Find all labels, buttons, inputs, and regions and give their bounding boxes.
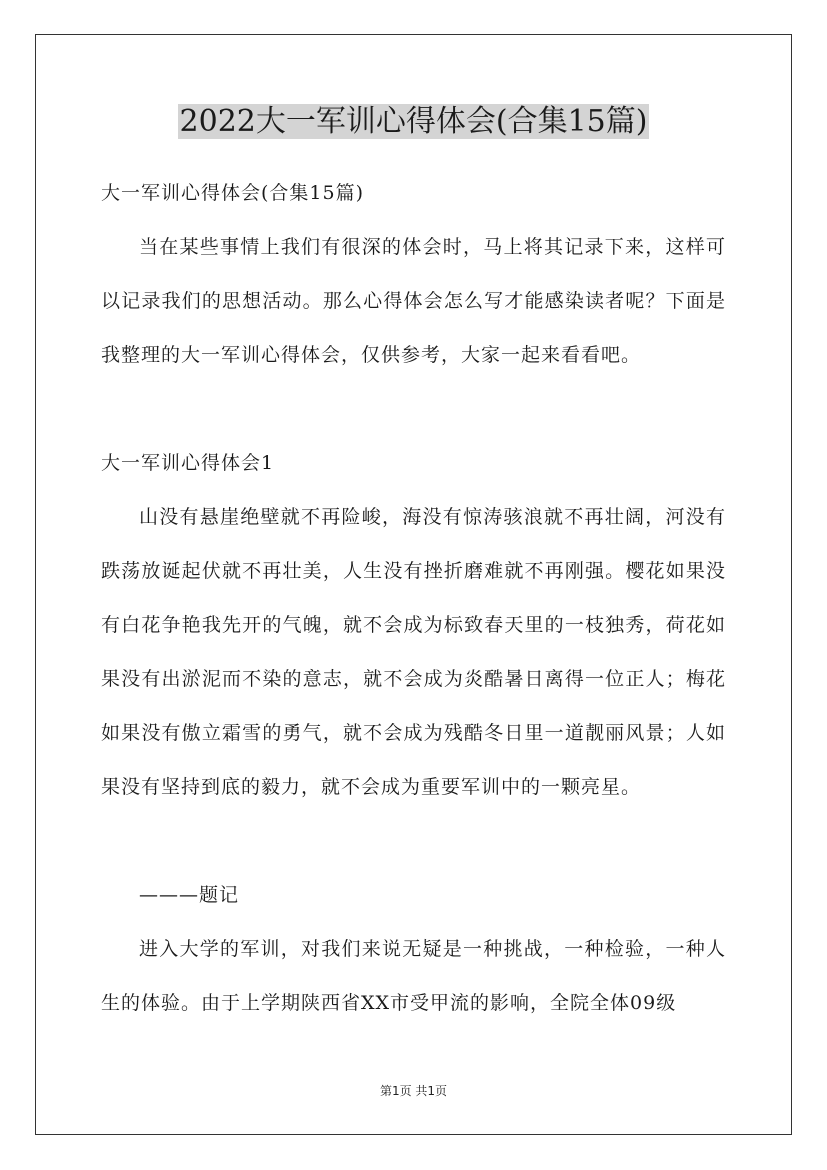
document-title — [0, 100, 827, 144]
section-heading: 大一军训心得体会1 — [101, 452, 275, 474]
body-paragraph: 山没有悬崖绝壁就不再险峻，海没有惊涛骇浪就不再壮阔，河没有跌荡放诞起伏就不再壮美，人生没有挫折磨难就不再刚强。樱花如果没有白花争艳我先开的气魄，就不会成为标致春天里的一枝独秀，荷花如果没有出淤泥而不染的意志，就不会成为炎酷暑日离得一位正人；梅花如果没有傲立霜雪的勇气，就不会成为残酷冬日里一道靓丽风景；人如果没有坚持到底的毅力，就不会成为重要军训中的一颗亮星。 — [101, 506, 726, 798]
body-paragraph: 进入大学的军训，对我们来说无疑是一种挑战，一种检验，一种人生的体验。由于上学期陕西省XX市受甲流的影响，全院全体09级 — [101, 938, 726, 1014]
epigraph: ———题记 — [139, 884, 240, 906]
page-footer: 第1页 共1页 — [379, 1084, 448, 1098]
intro-paragraph: 当在某些事情上我们有很深的体会时，马上将其记录下来，这样可以记录我们的思想活动。那么心得体会怎么写才能感染读者呢？下面是我整理的大一军训心得体会，仅供参考，大家一起来看看吧。 — [101, 236, 726, 366]
document-subtitle: 大一军训心得体会(合集15篇) — [101, 182, 365, 204]
document-title-text: 2022大一军训心得体会(合集15篇) — [179, 104, 648, 139]
